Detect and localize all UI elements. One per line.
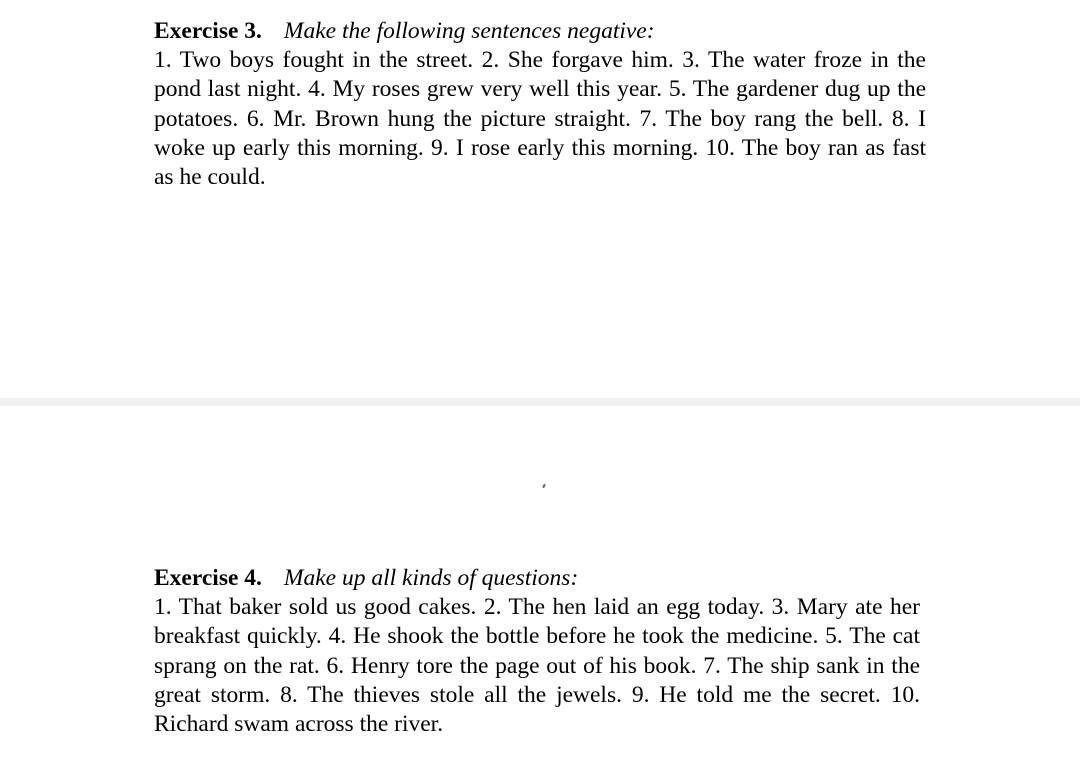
exercise-4-sentences: 1. That baker sold us good cakes. 2. The hen laid an egg today. 3. Mary ate her breakfast quickly. 4. He shook the bottle before he took the medicine. 5. The cat sprang on the rat. 6. Henry tore the page out of his book. 7. The ship sank in the great storm. 8. The thieves stole all the jewels. 9. He told me the secret. 10. Richard swam across the river. bbox=[154, 594, 920, 738]
exercise-3-instruction: Make the following sentences negative: bbox=[283, 18, 655, 44]
exercise-4-instruction: Make up all kinds of questions: bbox=[283, 565, 579, 591]
document-page-bottom bbox=[0, 406, 1080, 767]
exercise-4-heading bbox=[154, 564, 920, 593]
exercise-3-label: Exercise 3. bbox=[154, 18, 262, 44]
exercise-4 bbox=[154, 564, 920, 739]
exercise-3 bbox=[154, 17, 926, 192]
page-separator bbox=[0, 398, 1080, 406]
exercise-3-heading bbox=[154, 17, 926, 46]
exercise-3-sentences: 1. Two boys fought in the street. 2. She forgave him. 3. The water froze in the pond last night. 4. My roses grew very well this year. 5. The gardener dug up the potatoes. 6. Mr. Brown hung the picture straight. 7. The boy rang the bell. 8. I woke up early this morning. 9. I rose early this morning. 10. The boy ran as fast as he could. bbox=[154, 47, 926, 191]
exercise-4-label: Exercise 4. bbox=[154, 565, 262, 591]
scan-speck bbox=[542, 484, 546, 488]
